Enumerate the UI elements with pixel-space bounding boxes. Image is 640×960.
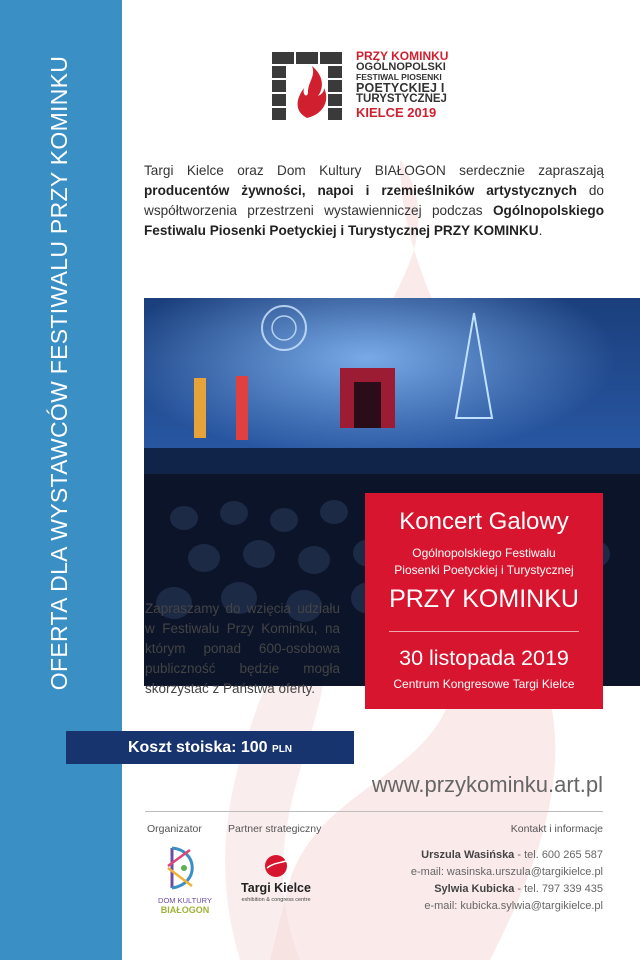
stand-cost-unit: PLN <box>272 744 293 755</box>
contact-email[interactable]: e-mail: wasinska.urszula@targikielce.pl <box>410 866 603 878</box>
contact-person <box>360 881 603 898</box>
partner-label: Partner strategiczny <box>228 823 322 835</box>
logo-line: POETYCKIEJ I <box>356 80 445 95</box>
organizer-logo-text: BIAŁOGON <box>160 905 210 915</box>
sidebar-title: OFERTA DLA WYSTAWCÓW FESTIWALU PRZY KOMINKU <box>46 55 72 691</box>
concert-venue: Centrum Kongresowe Targi Kielce <box>393 677 575 691</box>
contact-email[interactable]: e-mail: kubicka.sylwia@targikielce.pl <box>424 900 603 912</box>
fireplace-logo-icon <box>272 52 352 120</box>
contact-person <box>360 847 603 864</box>
partner-logo-subtext: exhibition & congress centre <box>241 897 311 903</box>
intro-text: do współtworzenia przestrzeni wystawienniczej podczas <box>144 183 604 218</box>
stand-cost-banner <box>66 731 354 764</box>
logo-line: KIELCE 2019 <box>356 104 437 120</box>
partner-logo <box>236 854 316 906</box>
festival-name: PRZY KOMINKU <box>389 585 579 613</box>
contact-name: Urszula Wasińska <box>421 849 515 861</box>
website-url[interactable]: www.przykominku.art.pl <box>371 772 603 797</box>
intro-text: Targi Kielce oraz Dom Kultury BIAŁOGON serdecznie zapraszają <box>144 163 604 178</box>
contact-label: Kontakt i informacje <box>510 823 603 835</box>
concert-divider <box>389 631 579 632</box>
targi-kielce-logo-icon <box>264 854 288 878</box>
intro-text: . <box>538 223 543 238</box>
organizer-logo <box>154 844 216 914</box>
logo-line: FESTIWAL PIOSENKI <box>356 72 442 82</box>
contact-phone: - tel. 797 339 435 <box>514 883 603 895</box>
intro-bold-text: Ogólnopolskiego Festiwalu Piosenki Poetyckiej i Turystycznej PRZY KOMINKU <box>144 203 604 238</box>
logo-line: TURYSTYCZNEJ <box>356 93 447 105</box>
concert-title: Koncert Galowy <box>399 508 569 535</box>
logo-wordmark <box>356 50 466 119</box>
contact-info <box>360 847 603 915</box>
organizer-label: Organizator <box>147 823 202 835</box>
intro-paragraph <box>144 161 604 241</box>
gala-concert-box <box>365 493 603 709</box>
partner-logo-text: Targi Kielce <box>241 881 311 895</box>
concert-subtitle-line: Ogólnopolskiego Festiwalu <box>412 546 556 560</box>
logo-line: PRZY KOMINKU <box>356 49 449 63</box>
dom-kultury-logo-icon <box>154 844 216 892</box>
contact-name: Sylwia Kubicka <box>434 883 515 895</box>
sidebar-banner <box>0 0 122 960</box>
footer-divider <box>145 811 603 812</box>
stand-cost-label: Koszt stoiska: 100 <box>127 739 268 756</box>
contact-phone: - tel. 600 265 587 <box>514 849 603 861</box>
festival-logo <box>272 50 462 122</box>
logo-line: OGÓLNOPOLSKI <box>356 61 446 73</box>
concert-subtitle-line: Piosenki Poetyckiej i Turystycznej <box>394 562 574 577</box>
intro-bold-text: producentów żywności, napoi i rzemieślników artystycznych <box>144 183 577 198</box>
invite-paragraph: Zapraszamy do wzięcia udziału w Festiwalu Przy Kominku, na którym ponad 600-osobowa publiczność będzie mogła skorzystać z Państwa oferty. <box>145 601 340 696</box>
organizer-logo-text: DOM KULTURY <box>158 896 212 905</box>
concert-date: 30 listopada 2019 <box>399 646 569 670</box>
concert-subtitle <box>365 545 603 578</box>
